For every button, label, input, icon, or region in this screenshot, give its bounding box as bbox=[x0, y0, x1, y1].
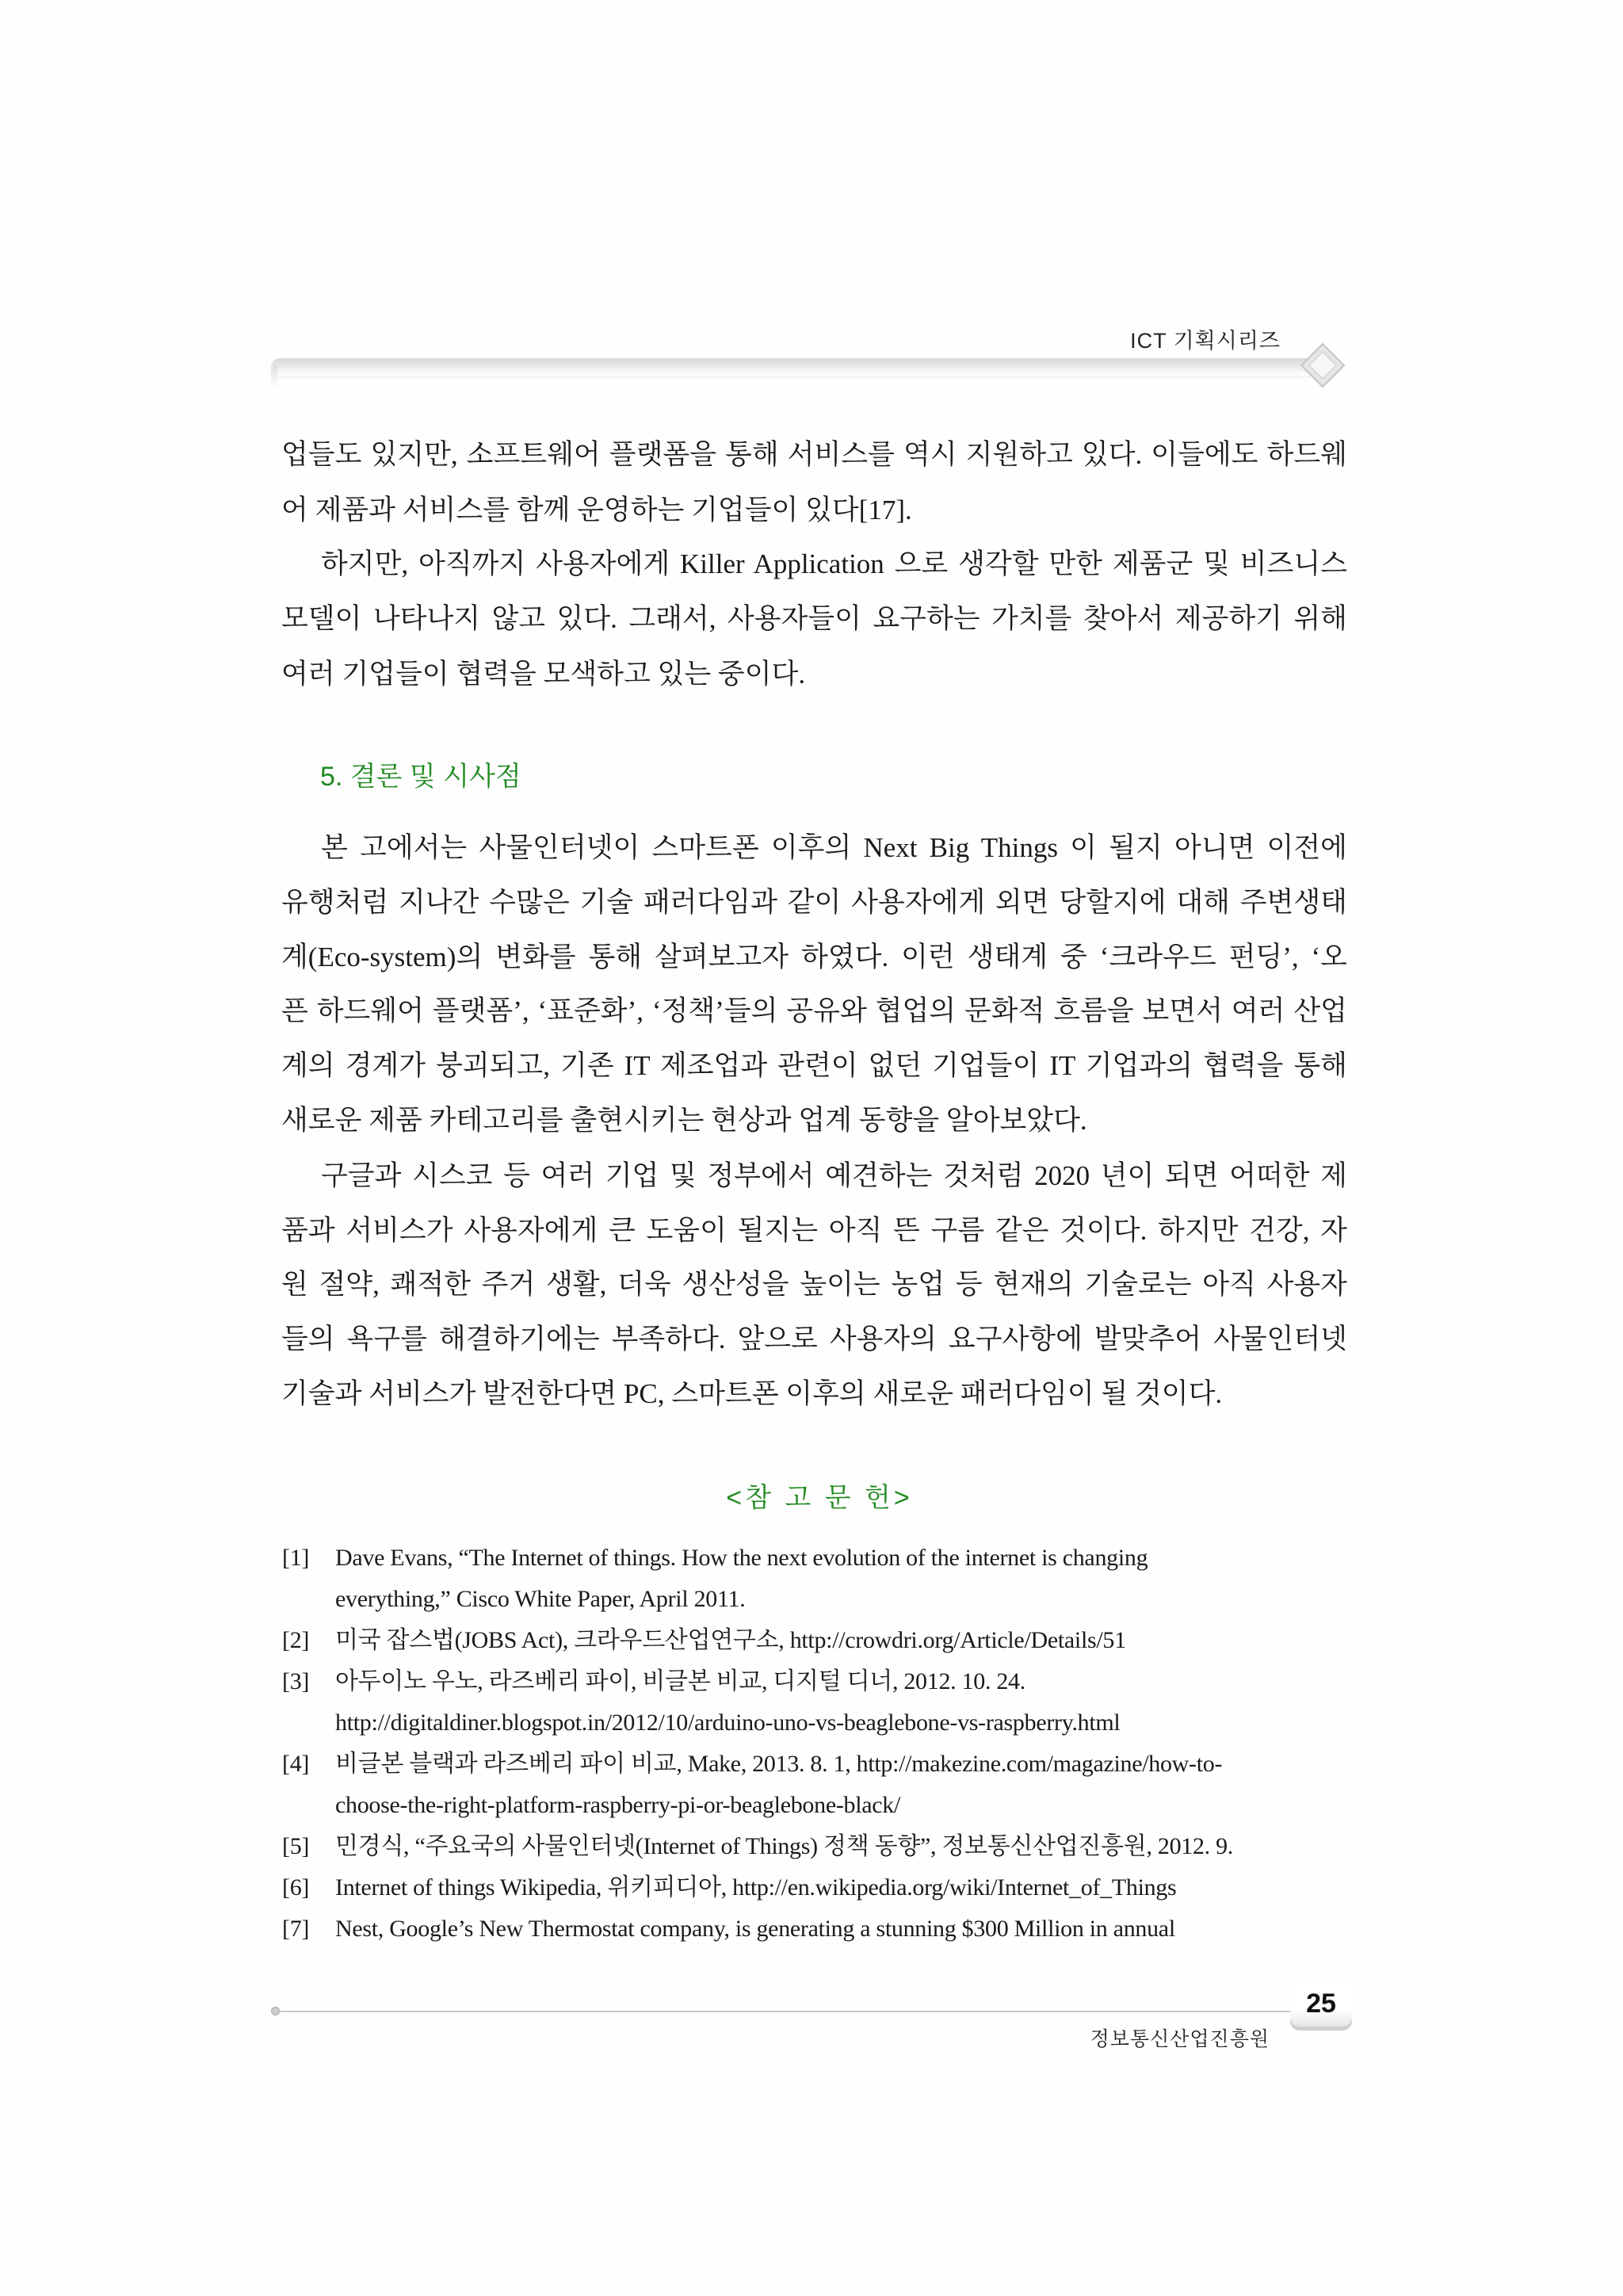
body-line: 어 제품과 서비스를 함께 운영하는 기업들이 있다[17]. bbox=[281, 495, 912, 525]
body-line: 원 절약, 쾌적한 주거 생활, 더욱 생산성을 높이는 농업 등 현재의 기술로는 아직 사용자 bbox=[281, 1269, 1347, 1300]
body-line: 계(Eco-system)의 변화를 통해 살펴보고자 하였다. 이런 생태계 중 ‘크라우드 펀딩’, ‘오 bbox=[281, 942, 1347, 972]
header-bar bbox=[271, 358, 1333, 376]
reference-number: [1] bbox=[282, 1545, 310, 1571]
body-line: 픈 하드웨어 플랫폼’, ‘표준화’, ‘정책’들의 공유와 협업의 문화적 흐름을 보면서 여러 산업 bbox=[281, 995, 1347, 1026]
reference-text: 미국 잡스법(JOBS Act), 크라우드산업연구소, http://crowdri.org/Article/Details/51 bbox=[335, 1627, 1126, 1653]
reference-number: [4] bbox=[282, 1751, 310, 1777]
reference-item bbox=[282, 1750, 1222, 1778]
footer-organization: 정보통신산업진흥원 bbox=[1090, 2028, 1270, 2050]
reference-number: [5] bbox=[282, 1833, 310, 1859]
reference-number: [6] bbox=[282, 1874, 310, 1901]
reference-text: 민경식, “주요국의 사물인터넷(Internet of Things) 정책 동향”, 정보통신산업진흥원, 2012. 9. bbox=[335, 1833, 1233, 1859]
body-line: 계의 경계가 붕괴되고, 기존 IT 제조업과 관련이 없던 기업들이 IT 기업과의 협력을 통해 bbox=[281, 1050, 1347, 1081]
reference-number: [7] bbox=[282, 1916, 310, 1942]
body-line: 들의 욕구를 해결하기에는 부족하다. 앞으로 사용자의 요구사항에 발맞추어 사물인터넷 bbox=[281, 1324, 1347, 1354]
reference-number: [3] bbox=[282, 1668, 310, 1694]
body-line: 업들도 있지만, 소프트웨어 플랫폼을 통해 서비스를 역시 지원하고 있다. 이들에도 하드웨 bbox=[281, 439, 1347, 470]
reference-link[interactable]: choose-the-right-platform-raspberry-pi-or-beaglebone-black/ bbox=[335, 1792, 901, 1818]
body-line: 구글과 시스코 등 여러 기업 및 정부에서 예견하는 것처럼 2020 년이 되면 어떠한 제 bbox=[321, 1160, 1347, 1191]
reference-text: 아두이노 우노, 라즈베리 파이, 비글본 비교, 디지털 디너, 2012. 10. 24. bbox=[335, 1668, 1025, 1694]
reference-text: Dave Evans, “The Internet of things. How the next evolution of the internet is changing bbox=[335, 1545, 1148, 1571]
footer-rule bbox=[276, 2011, 1300, 2012]
reference-number: [2] bbox=[282, 1627, 310, 1653]
section-heading: 5. 결론 및 시사점 bbox=[320, 762, 521, 792]
reference-text: everything,” Cisco White Paper, April 2011. bbox=[335, 1586, 746, 1612]
reference-item bbox=[282, 1874, 1176, 1902]
body-line: 본 고에서는 사물인터넷이 스마트폰 이후의 Next Big Things 이 될지 아니면 이전에 bbox=[321, 832, 1347, 863]
body-line: 품과 서비스가 사용자에게 큰 도움이 될지는 아직 뜬 구름 같은 것이다. 하지만 건강, 자 bbox=[281, 1215, 1347, 1246]
reference-item bbox=[282, 1544, 1148, 1572]
reference-text: 비글본 블랙과 라즈베리 파이 비교, Make, 2013. 8. 1, http://makezine.com/magazine/how-to- bbox=[335, 1751, 1223, 1777]
references-title: <참 고 문 헌> bbox=[726, 1483, 913, 1513]
reference-item bbox=[282, 1668, 1025, 1696]
body-line: 하지만, 아직까지 사용자에게 Killer Application 으로 생각할 만한 제품군 및 비즈니스 bbox=[321, 548, 1347, 579]
reference-text: Nest, Google’s New Thermostat company, is generating a stunning $300 Million in annual bbox=[335, 1916, 1175, 1942]
body-line: 새로운 제품 카테고리를 출현시키는 현상과 업계 동향을 알아보았다. bbox=[281, 1105, 1087, 1136]
reference-item bbox=[282, 1832, 1233, 1861]
body-line: 모델이 나타나지 않고 있다. 그래서, 사용자들이 요구하는 가치를 찾아서 제공하기 위해 bbox=[281, 603, 1347, 634]
page-number: 25 bbox=[1290, 1985, 1352, 2027]
reference-link[interactable]: http://digitaldiner.blogspot.in/2012/10/arduino-uno-vs-beaglebone-vs-raspberry.html bbox=[335, 1710, 1121, 1736]
body-line: 유행처럼 지나간 수많은 기술 패러다임과 같이 사용자에게 외면 당할지에 대해 주변생태 bbox=[281, 887, 1347, 918]
reference-item bbox=[282, 1626, 1126, 1655]
series-title: ICT 기획시리즈 bbox=[1130, 329, 1281, 353]
body-line: 기술과 서비스가 발전한다면 PC, 스마트폰 이후의 새로운 패러다임이 될 것이다. bbox=[281, 1378, 1223, 1409]
rule-end-dot-icon bbox=[271, 2007, 280, 2015]
diamond-ornament-icon bbox=[1300, 342, 1346, 388]
reference-item bbox=[282, 1915, 1175, 1943]
body-line: 여러 기업들이 협력을 모색하고 있는 중이다. bbox=[281, 659, 806, 690]
reference-text: Internet of things Wikipedia, 위키피디아, http://en.wikipedia.org/wiki/Internet_of_Things bbox=[335, 1874, 1177, 1901]
